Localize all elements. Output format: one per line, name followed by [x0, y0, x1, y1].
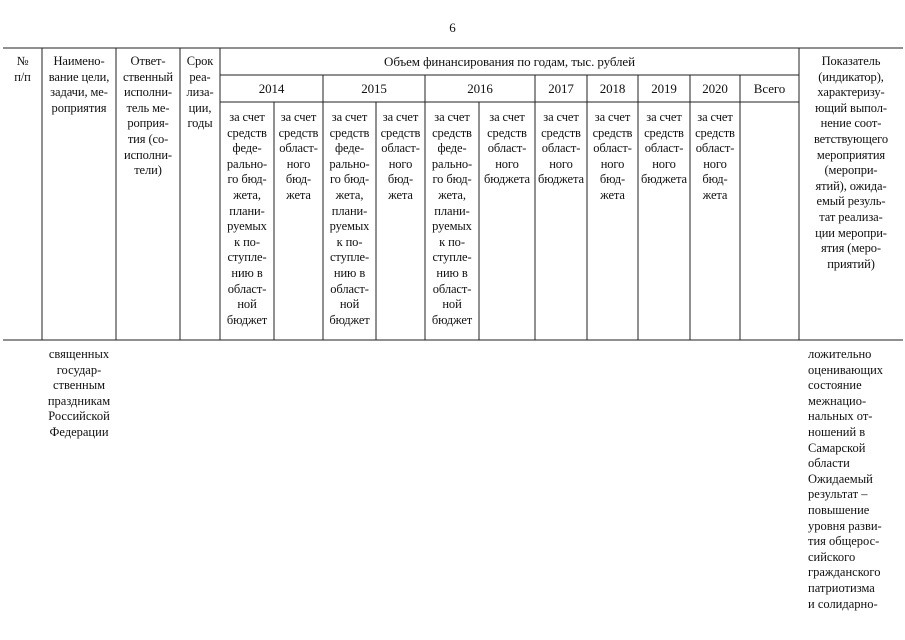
sub-2016-regional: за счет средств област- ного бюджета: [484, 110, 530, 187]
sub-2015-regional: за счет средств област- ного бюд- жета: [380, 110, 421, 202]
sub-2016-federal: за счет средств феде- рально- го бюд- жета, плани- руемых к по- ступле- нию в област- ной бюджет: [431, 110, 473, 327]
year-2016: 2016: [467, 81, 493, 96]
sub-2014-federal: за счет средств феде- рально- го бюд- жета, плани- руемых к по- ступле- нию в област- ной бюджет: [226, 110, 268, 327]
header-indicator: Показатель (индикатор), характеризу- ющий выпол- нение соот- ветствующего мероприятия (меропри- ятий), ожида- емый резуль- тат реализа- ции меропри- ятия (меро- приятий): [813, 54, 889, 271]
header-responsible: Ответ- ственный исполни- тель ме- роприя- тия (со- исполни- тели): [122, 54, 174, 178]
continuation-name: священных государ- ственным праздникам Российской Федерации: [47, 347, 111, 439]
sub-2015-federal: за счет средств феде- рально- го бюд- жета, плани- руемых к по- ступле- нию в област- ной бюджет: [329, 110, 370, 327]
header-funding: Объем финансирования по годам, тыс. рублей: [384, 54, 635, 69]
page-number: 6: [449, 20, 456, 35]
year-total: Всего: [753, 81, 786, 96]
sub-2020-regional: за счет средств област- ного бюд- жета: [695, 110, 735, 202]
sub-2018-regional: за счет средств област- ного бюд- жета: [592, 110, 633, 202]
year-2019: 2019: [651, 81, 677, 96]
header-name: Наимено- вание цели, задачи, ме- роприятия: [48, 54, 110, 115]
year-2017: 2017: [548, 81, 574, 96]
sub-2019-regional: за счет средств област- ного бюджета: [641, 110, 687, 187]
year-2015: 2015: [361, 81, 387, 96]
header-term: Срок реа- лиза- ции, годы: [186, 54, 214, 131]
year-2014: 2014: [258, 81, 285, 96]
sub-2014-regional: за счет средств област- ного бюд- жета: [278, 110, 319, 202]
year-2018: 2018: [599, 81, 626, 96]
header-num: № п/п: [14, 54, 31, 84]
continuation-indicator: ложительно оценивающих состояние межнацио- нальных от- ношений в Самарской области Ожидаемый результат – повышение уровня разви- тия общерос- сийского гражданского патриотизма и солидарно-: [808, 347, 884, 611]
year-2020: 2020: [702, 81, 728, 96]
sub-2017-regional: за счет средств област- ного бюджета: [538, 110, 584, 187]
